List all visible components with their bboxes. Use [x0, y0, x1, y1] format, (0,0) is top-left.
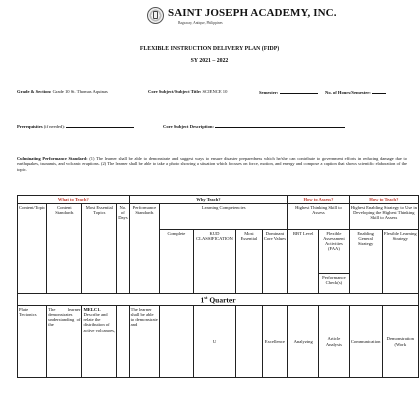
- header-highest-thinking-skill: Highest Thinking Skill to Assess: [288, 204, 349, 230]
- cell-complete: [160, 306, 194, 378]
- group-header-assess: How to Assess?: [288, 196, 349, 204]
- culminating-performance-standard: [17, 156, 407, 172]
- core-subject-desc-field: [163, 123, 345, 129]
- header-learning-competencies: Learning Competencies: [160, 204, 288, 230]
- subheader-enabling-general-strategy: Enabling General Strategy: [349, 230, 382, 294]
- header-performance-standards: Performance Standards: [129, 204, 160, 294]
- hours-label: No. of Hours/Semester:: [325, 90, 371, 95]
- cell-most-essential: [236, 306, 262, 378]
- subheader-flexible-learning-strategy: Flexible Learning Strategy: [382, 230, 418, 294]
- prerequisites-blank: [66, 123, 134, 128]
- semester-label: Semester:: [259, 90, 279, 95]
- cell-performance-standards: The learner shall be able to demonstrate and: [129, 306, 160, 378]
- cell-flexible-learning-strategy: Demonstration (Work: [382, 306, 418, 378]
- core-subject-title-value: SCIENCE 10: [202, 89, 228, 94]
- cell-most-essential-topics: [82, 306, 117, 378]
- subheader-dominant-core-values: Dominant Core Values: [262, 230, 288, 294]
- cell-enabling-general-strategy: Communication: [349, 306, 382, 378]
- group-header-what: What to Teach?: [18, 196, 130, 204]
- prerequisites-label: Prerequisites: [17, 124, 43, 129]
- subheader-rbt-level: RBT Level: [288, 230, 319, 294]
- quarter-number: 1: [200, 295, 205, 305]
- subheader-kud: KUD CLASSIFICATION: [193, 230, 236, 294]
- grade-section-field: [17, 89, 108, 94]
- cell-content-standards: The learner demonstrates understanding of the: [47, 306, 82, 378]
- school-year: SY 2021 – 2022: [190, 58, 229, 64]
- school-seal-icon: [147, 7, 164, 24]
- plan-title: FLEXIBLE INSTRUCTION DELIVERY PLAN (FIDP): [139, 46, 280, 52]
- prerequisites-field: [17, 123, 134, 129]
- school-name: SAINT JOSEPH ACADEMY, INC.: [168, 7, 337, 19]
- header-content-standards: Content Standards: [47, 204, 82, 294]
- header-most-essential-topics: Most Essential Topics: [82, 204, 117, 294]
- fidp-table: [17, 195, 419, 378]
- subheader-most-essential: Most Essential: [236, 230, 262, 294]
- subheader-performance-checks: Performance Check(s): [319, 274, 350, 294]
- culminating-label: Culminating Performance Standard:: [17, 156, 88, 161]
- hours-blank: [372, 89, 386, 94]
- grade-section-label: Grade & Section:: [17, 89, 52, 94]
- cell-kud: U: [193, 306, 236, 378]
- grade-section-value: Grade 10 St. Thomas Aquinas: [52, 89, 108, 94]
- cell-faa: Article Analysis: [319, 306, 350, 378]
- melc-text: Describe and relate the distribution of active volcanoes,: [83, 311, 116, 333]
- group-header-teach: How to Teach?: [349, 196, 418, 204]
- cell-content-topic: Plate Tectonics: [18, 306, 47, 378]
- semester-blank: [280, 89, 318, 94]
- hours-field: [325, 89, 386, 95]
- core-subject-desc-blank: [215, 123, 345, 128]
- quarter-row: [18, 294, 419, 306]
- melc-label: MELC1.: [83, 306, 101, 312]
- header-highest-enabling-strategy: Highest Enabling Strategy to Use in Developing the Highest Thinking Skill to Assess: [349, 204, 418, 230]
- quarter-suffix: st: [204, 295, 208, 300]
- school-address: Bagsacay, Antique, Philippines: [178, 21, 223, 25]
- header-no-of-days: No. of Days: [117, 204, 129, 294]
- core-subject-title-label: Core Subject/Subject Title:: [148, 89, 202, 94]
- core-subject-title-field: [148, 89, 227, 94]
- subheader-flexible-assessment: Flexible Assessment Activities (FAA): [319, 230, 350, 274]
- group-header-why: Why Teach?: [129, 196, 288, 204]
- culminating-text: (1) The learner shall be able to demonstrate and suggest ways to ensure disaster preparedness which he/she can contribute to government efforts in reducing damage due to earthquakes, tsunamis, and volcanic eruptions. (2) The learner shall be able to take a photo showing a situation which focuses on force, motion, and energy and compose a caption that shows scientific elaboration of the topic.: [17, 156, 407, 172]
- header-content-topic: Content/Topic: [18, 204, 47, 294]
- cell-rbt-level: Analyzing: [288, 306, 319, 378]
- quarter-word: Quarter: [209, 295, 236, 305]
- core-subject-desc-label: Core Subject Description:: [163, 124, 214, 129]
- cell-dominant-core-values: Excellence: [262, 306, 288, 378]
- cell-no-of-days: [117, 306, 129, 378]
- subheader-complete: Complete: [160, 230, 194, 294]
- semester-field: [259, 89, 318, 95]
- prerequisites-note: (if needed):: [43, 124, 66, 129]
